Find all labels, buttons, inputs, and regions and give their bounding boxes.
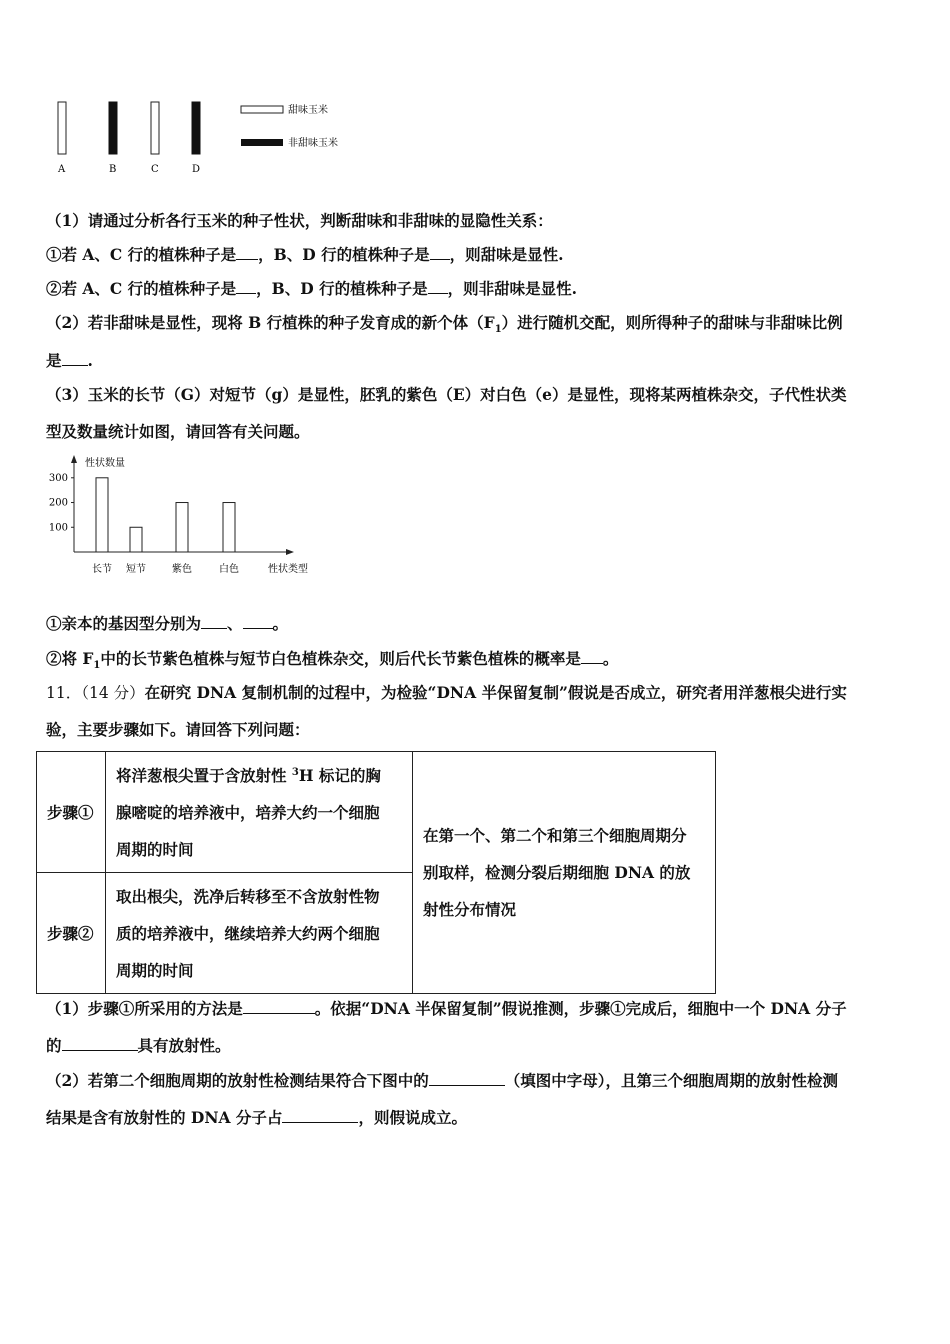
text: 别取样，检测分裂后期细胞 DNA 的放 xyxy=(423,863,691,882)
text: 的 xyxy=(46,1036,62,1055)
question-number: 11．（14 分） xyxy=(46,684,145,702)
y-tick-label: 200 xyxy=(48,497,68,509)
q11-part2-line2 xyxy=(46,1108,467,1128)
text: ）进行随机交配，则所得种子的甜味与非甜味比例 xyxy=(501,313,843,332)
text: ，B、D 行的植株种子是 xyxy=(258,245,430,264)
row-c-bar xyxy=(151,102,159,154)
text: 在第一个、第二个和第三个细胞周期分 xyxy=(423,826,687,845)
x-axis-label: 性状类型 xyxy=(268,564,308,575)
table-row xyxy=(37,752,716,873)
q10-part1-option-a xyxy=(46,245,564,265)
text: （2）若非甜味是显性，现将 B 行植株的种子发育成的新个体（F xyxy=(46,313,495,332)
legend-nonsweet-swatch xyxy=(241,139,283,146)
row-label-b: B xyxy=(109,164,117,175)
text: （填图中字母），且第三个细胞周期的放射性检测 xyxy=(504,1071,839,1090)
q10-part3-line2: 型及数量统计如图，请回答有关问题。 xyxy=(46,422,310,441)
text: 。 xyxy=(272,614,289,633)
text: 。依据“DNA 半保留复制”假说推测，步骤①完成后，细胞中一个 DNA 分子 xyxy=(314,999,847,1018)
y-tick-label: 100 xyxy=(48,522,68,534)
corn-row-svg xyxy=(50,95,370,185)
corn-row-figure xyxy=(50,95,370,185)
text: ，B、D 行的植株种子是 xyxy=(256,279,428,298)
row-label-a: A xyxy=(58,164,66,175)
q10-part1-heading: （1）请通过分析各行玉米的种子性状，判断甜味和非甜味的显隐性关系： xyxy=(46,211,553,230)
text: 腺嘧啶的培养液中，培养大约一个细胞 xyxy=(116,802,380,822)
answer-blank[interactable] xyxy=(430,245,450,260)
text: 质的培养液中，继续培养大约两个细胞 xyxy=(116,923,380,943)
trait-bar-chart-svg xyxy=(40,452,340,582)
text: ，则假说成立。 xyxy=(358,1108,467,1127)
text: 将洋葱根尖置于含放射性 xyxy=(116,765,292,785)
answer-blank[interactable] xyxy=(429,1071,505,1086)
text: （1）步骤①所采用的方法是 xyxy=(46,999,243,1018)
x-tick-label: 紫色 xyxy=(172,564,192,575)
subscript: 1 xyxy=(494,324,502,336)
answer-blank[interactable] xyxy=(243,999,315,1014)
row-a-bar xyxy=(58,102,66,154)
answer-blank[interactable] xyxy=(236,245,258,260)
text: 射性分布情况 xyxy=(423,900,517,919)
answer-blank[interactable] xyxy=(236,279,256,294)
row-b-bar xyxy=(109,102,117,154)
text: 中的长节紫色植株与短节白色植株杂交，则后代长节紫色植株的概率是 xyxy=(100,649,581,668)
row-label-c: C xyxy=(151,164,159,175)
text: 具有放射性。 xyxy=(137,1036,231,1055)
x-axis-arrow xyxy=(286,549,294,555)
text: ，则甜味是显性. xyxy=(449,245,564,264)
row-d-bar xyxy=(192,102,200,154)
x-tick-label: 短节 xyxy=(126,564,146,575)
step1-content xyxy=(106,752,413,873)
superscript: 3 xyxy=(291,766,299,778)
answer-blank[interactable] xyxy=(62,1036,138,1051)
trait-bar-chart xyxy=(40,452,340,582)
bar-0 xyxy=(96,478,108,552)
text: 在研究 DNA 复制机制的过程中，为检验“DNA 半保留复制”假说是否成立，研究者用洋葱根尖进行实 xyxy=(144,683,847,702)
y-axis-arrow xyxy=(71,455,77,463)
sampling-description xyxy=(413,752,716,994)
q10-part3-question-b xyxy=(46,649,619,672)
experiment-steps-table xyxy=(36,751,716,994)
row-label-d: D xyxy=(192,164,201,175)
y-axis-label: 性状数量 xyxy=(85,458,125,469)
q10-part2-line2 xyxy=(46,351,93,371)
x-tick-label: 长节 xyxy=(92,564,112,575)
q11-part1-line1 xyxy=(46,999,847,1019)
text: 结果是含有放射性的 DNA 分子占 xyxy=(46,1108,283,1127)
text: . xyxy=(87,351,93,370)
text: 。 xyxy=(602,649,619,668)
step1-label: 步骤① xyxy=(37,752,106,873)
text: 、 xyxy=(227,614,243,633)
text: 周期的时间 xyxy=(116,839,194,859)
q10-part3-question-a xyxy=(46,614,288,634)
answer-blank[interactable] xyxy=(62,351,88,366)
q11-part1-line2 xyxy=(46,1036,231,1056)
legend-sweet-swatch xyxy=(241,106,283,113)
q10-part2-line1 xyxy=(46,313,843,336)
answer-blank[interactable] xyxy=(243,614,273,629)
text: 是 xyxy=(46,351,62,370)
text: 周期的时间 xyxy=(116,960,194,980)
answer-blank[interactable] xyxy=(581,649,603,664)
q10-part1-option-b xyxy=(46,279,577,299)
text: 取出根尖，洗净后转移至不含放射性物 xyxy=(116,886,380,906)
bar-1 xyxy=(130,527,142,552)
text: ②将 F xyxy=(46,649,94,668)
text: H 标记的胸 xyxy=(298,765,381,785)
x-tick-label: 白色 xyxy=(219,564,239,575)
answer-blank[interactable] xyxy=(282,1108,358,1123)
subscript: 1 xyxy=(93,660,101,672)
text: ①若 A、C 行的植株种子是 xyxy=(46,245,237,264)
bar-3 xyxy=(223,503,235,552)
text: （2）若第二个细胞周期的放射性检测结果符合下图中的 xyxy=(46,1071,429,1090)
q11-intro-line1 xyxy=(46,683,847,703)
q11-intro-line2: 验，主要步骤如下。请回答下列问题： xyxy=(46,720,310,739)
q11-part2-line1 xyxy=(46,1071,838,1091)
legend-sweet-label: 甜味玉米 xyxy=(288,105,328,116)
q10-part3-line1: （3）玉米的长节（G）对短节（g）是显性，胚乳的紫色（E）对白色（e）是显性，现将某两植株杂交，子代性状类 xyxy=(46,385,847,404)
text: ，则非甜味是显性. xyxy=(447,279,578,298)
answer-blank[interactable] xyxy=(428,279,448,294)
bar-2 xyxy=(176,503,188,552)
legend-nonsweet-label: 非甜味玉米 xyxy=(288,138,338,149)
step2-label: 步骤② xyxy=(37,873,106,994)
text: ②若 A、C 行的植株种子是 xyxy=(46,279,237,298)
y-tick-label: 300 xyxy=(48,472,68,484)
text: ①亲本的基因型分别为 xyxy=(46,614,202,633)
step2-content xyxy=(106,873,413,994)
answer-blank[interactable] xyxy=(201,614,227,629)
